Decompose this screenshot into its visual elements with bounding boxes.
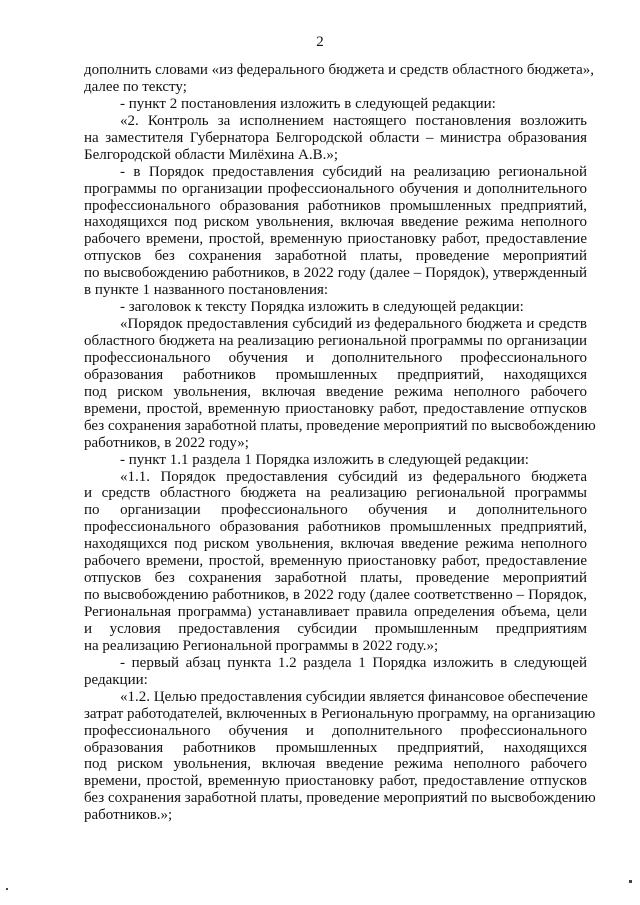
text-line: отпусков без сохранения заработной платы, проведение мероприятий [84,570,587,587]
text-line: образования работников промышленных предприятий, находящихся [84,739,587,756]
text-line: под риском увольнения, включая введение режима неполного рабочего [84,383,587,400]
text-line: работников, в 2022 году»; [84,434,249,451]
text-line: в пункте 1 названного постановления: [84,282,329,299]
scan-mark [6,888,8,890]
text-line: «1.2. Целью предоставления субсидии является финансовое обеспечение [120,688,588,705]
text-line: - заголовок к тексту Порядка изложить в следующей редакции: [120,299,524,316]
text-line: и условия предоставления субсидии промышленным предприятиям [84,620,587,637]
page-number: 2 [316,34,324,50]
text-line: на реализацию Региональной программы в 2022 году.»; [84,637,439,654]
text-line: профессионального обучения и дополнительного профессионального [84,722,587,739]
text-line: профессионального обучения и дополнительного профессионального [84,349,587,366]
text-line: времени, простой, временную приостановку работ, предоставление отпусков [84,773,587,790]
text-line: находящихся под риском увольнения, включая введение режима неполного [84,536,587,553]
text-line: под риском увольнения, включая введение режима неполного рабочего [84,756,587,773]
scan-mark [629,880,632,883]
body-text [84,62,596,824]
text-line: рабочего времени, простой, временную приостановку работ, предоставление [84,553,587,570]
text-line: и средств областного бюджета на реализацию региональной программы [84,485,587,502]
text-line: по организации профессионального обучения и дополнительного [84,502,587,519]
text-line: по высвобождению работников, в 2022 году (далее – Порядок), утвержденный [84,265,587,282]
text-line: на заместителя Губернатора Белгородской области – министра образования [84,129,587,146]
text-line: времени, простой, временную приостановку работ, предоставление отпусков [84,400,587,417]
text-line: профессионального образования работников промышленных предприятий, [84,197,587,214]
text-line: далее по тексту; [84,78,187,95]
text-line: находящихся под риском увольнения, включая введение режима неполного [84,214,587,231]
text-line: «Порядок предоставления субсидий из федерального бюджета и средств [120,316,587,333]
text-line: «1.1. Порядок предоставления субсидий из федерального бюджета [120,468,587,485]
text-line: профессионального образования работников промышленных предприятий, [84,519,587,536]
text-line: затрат работодателей, включенных в Региональную программу, на организацию [84,705,596,722]
text-line: областного бюджета на реализацию региональной программы по организации [84,333,587,349]
text-line: без сохранения заработной платы, проведение мероприятий по высвобождению [84,790,596,807]
text-line: - пункт 2 постановления изложить в следующей редакции: [120,95,496,112]
text-line: работников.»; [84,807,173,824]
text-line: без сохранения заработной платы, проведение мероприятий по высвобождению [84,417,596,434]
text-line: дополнить словами «из федерального бюджета и средств областного бюджета», [84,62,595,78]
text-line: «2. Контроль за исполнением настоящего постановления возложить [120,112,587,129]
text-line: - пункт 1.1 раздела 1 Порядка изложить в следующей редакции: [120,451,529,468]
text-line: Белгородской области Милёхина А.В.»; [84,146,339,163]
text-line: образования работников промышленных предприятий, находящихся [84,366,587,383]
text-line: по высвобождению работников, в 2022 году (далее соответственно – Порядок, [84,587,587,604]
text-line: программы по организации профессионального обучения и дополнительного [84,180,587,197]
text-line: редакции: [84,671,148,688]
text-line: рабочего времени, простой, временную приостановку работ, предоставление [84,231,587,248]
text-line: отпусков без сохранения заработной платы, проведение мероприятий [84,248,587,265]
text-line: - в Порядок предоставления субсидий на реализацию региональной [120,163,587,180]
text-line: - первый абзац пункта 1.2 раздела 1 Порядка изложить в следующей [120,654,587,671]
text-line: Региональная программа) устанавливает правила определения объема, цели [84,604,587,620]
